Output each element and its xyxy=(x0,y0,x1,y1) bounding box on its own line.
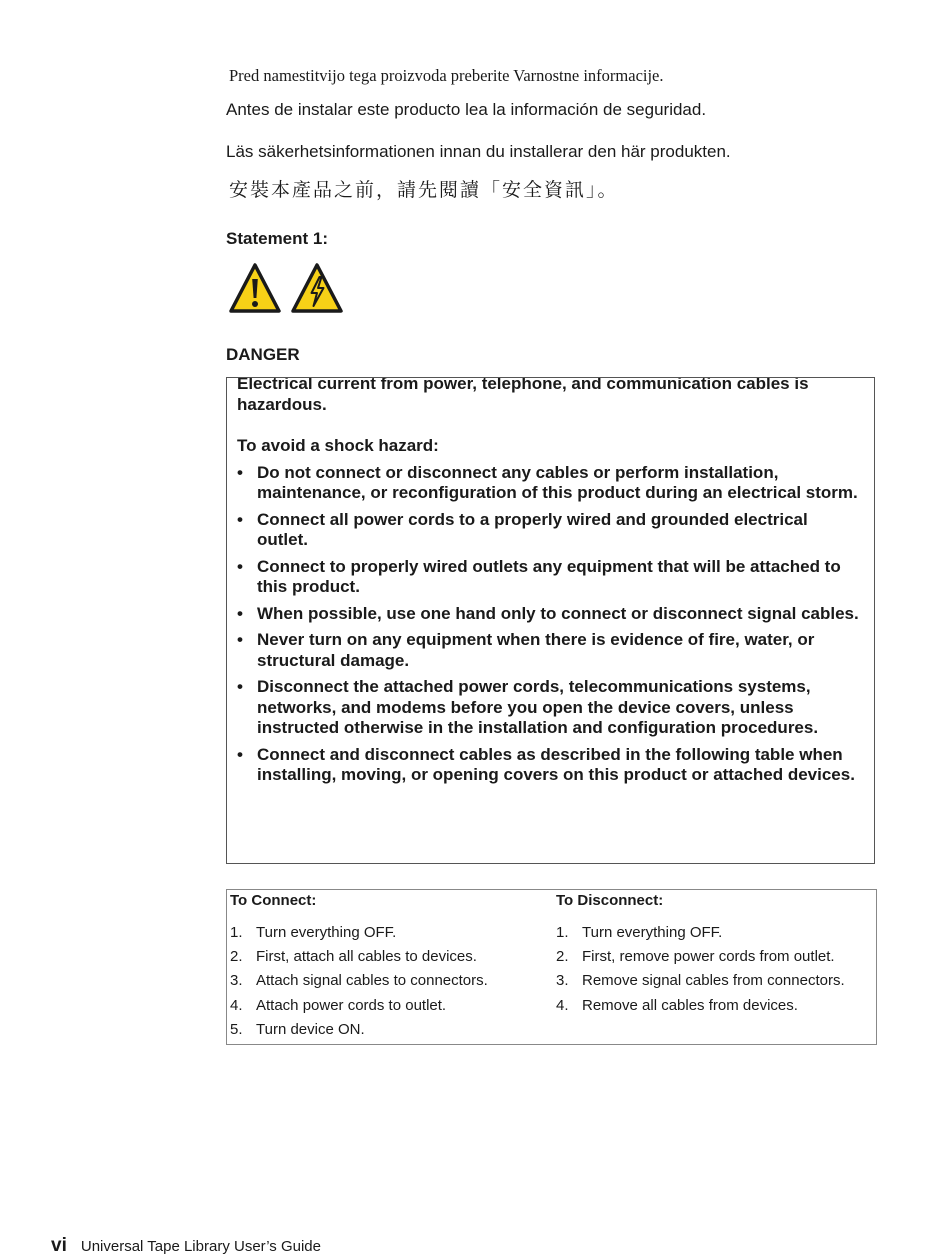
bullet: • xyxy=(237,509,243,529)
step-item: 3. Attach signal cables to connectors. xyxy=(230,972,488,990)
hazard-icons xyxy=(228,262,344,314)
step-item: 3. Remove signal cables from connectors. xyxy=(556,972,845,990)
general-caution-icon xyxy=(228,262,282,314)
notice-slovenian: Pred namestitvijo tega proizvoda preberite Varnostne informacije. xyxy=(229,66,664,85)
connect-heading: To Connect: xyxy=(230,892,317,909)
list-item: • Connect to properly wired outlets any equipment that will be attached to this product. xyxy=(237,556,841,596)
electrical-hazard-icon xyxy=(290,262,344,314)
shock-hazard-heading: To avoid a shock hazard: xyxy=(237,436,439,455)
step-item: 5. Turn device ON. xyxy=(230,1020,365,1038)
danger-list xyxy=(237,463,862,786)
list-item: • Disconnect the attached power cords, telecommunications systems, networks, and modems before you open the device covers, unless instructed otherwise in the installation and configuration procedures. xyxy=(237,677,819,737)
list-item: • Do not connect or disconnect any cables or perform installation, maintenance, or reconfiguration of this product during an electrical storm. xyxy=(237,462,858,502)
step-item: 2. First, attach all cables to devices. xyxy=(230,948,477,966)
step-item: 4. Attach power cords to outlet. xyxy=(230,996,447,1014)
notice-spanish: Antes de instalar este producto lea la información de seguridad. xyxy=(226,100,707,119)
disconnect-steps xyxy=(556,924,845,1021)
list-item: • Connect and disconnect cables as described in the following table when installing, moving, or opening covers on this product or attached devices. xyxy=(237,744,855,784)
danger-heading: DANGER xyxy=(226,345,300,364)
step-item: 4. Remove all cables from devices. xyxy=(556,996,798,1014)
danger-intro: Electrical current from power, telephone, and communication cables is hazardous. xyxy=(237,377,809,414)
cable-procedure-table xyxy=(226,889,877,1045)
page-footer xyxy=(51,1235,321,1257)
bullet: • xyxy=(237,462,243,482)
notice-chinese: 安裝本產品之前，請先閱讀「安全資訊」。 xyxy=(229,179,619,201)
bullet: • xyxy=(237,556,243,576)
notice-swedish: Läs säkerhetsinformationen innan du installerar den här produkten. xyxy=(226,142,731,161)
guide-title: Universal Tape Library User’s Guide xyxy=(80,1238,321,1255)
connect-steps xyxy=(230,924,488,1045)
list-item: • Never turn on any equipment when there is evidence of fire, water, or structural damage. xyxy=(237,630,815,670)
statement-title: Statement 1: xyxy=(226,229,329,248)
bullet: • xyxy=(237,630,243,649)
step-item: 1. Turn everything OFF. xyxy=(230,924,397,941)
page-number: vi xyxy=(51,1235,67,1256)
danger-notice-box xyxy=(226,377,875,864)
bullet: • xyxy=(237,677,243,696)
disconnect-heading: To Disconnect: xyxy=(556,892,664,909)
list-item: • Connect all power cords to a properly wired and grounded electrical outlet. xyxy=(237,509,808,549)
bullet: • xyxy=(237,603,243,623)
step-item: 1. Turn everything OFF. xyxy=(556,924,723,941)
list-item: • When possible, use one hand only to connect or disconnect signal cables. xyxy=(237,603,859,623)
step-item: 2. First, remove power cords from outlet. xyxy=(556,948,835,966)
bullet: • xyxy=(237,744,243,764)
